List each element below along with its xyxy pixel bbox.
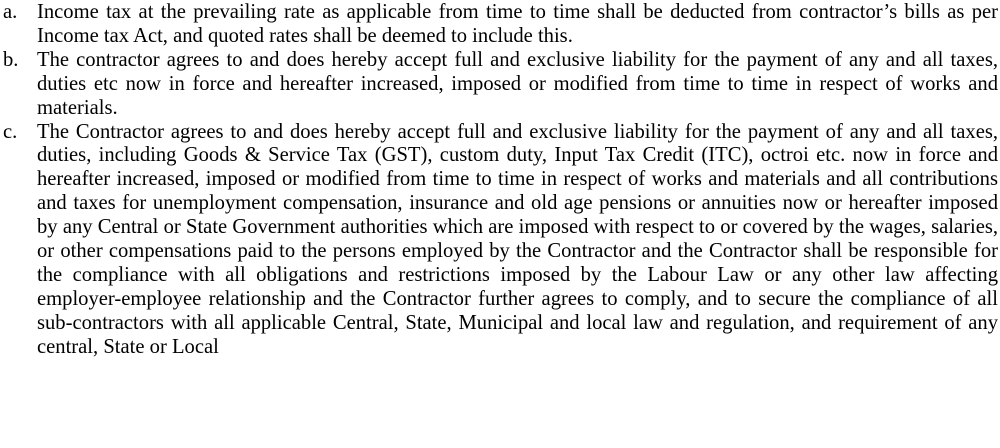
clause-a-text: Income tax at the prevailing rate as applicable from time to time shall be deducted from contractor’s bills as per Income tax Act, and quoted rates shall be deemed to include this. <box>37 1 998 47</box>
clause-b-marker: b. <box>3 48 19 71</box>
clause-c-marker: c. <box>3 120 18 143</box>
clause-c-text: The Contractor agrees to and does hereby accept full and exclusive liability for the payment of any and all taxes, duties, including Goods & Service Tax (GST), custom duty, Input Tax Credit (ITC), octroi etc. now in force and hereafter increased, imposed or modified from time to time in respect of works and materials and all contributions and taxes for unemployment compensation, insurance and old age pensions or annuities now or hereafter imposed by any Central or State Government authorities which are imposed with respect to or covered by the wages, salaries, or other compensations paid to the persons employed by the Contractor and the Contractor shall be responsible for the compliance with all obligations and restrictions imposed by the Labour Law or any other law affecting employer-employee relationship and the Contractor further agrees to comply, and to secure the compliance of all sub-contractors with all applicable Central, State, Municipal and local law and regulation, and requirement of any central, State or Local <box>37 120 998 358</box>
clause-b-text: The contractor agrees to and does hereby accept full and exclusive liability for the payment of any and all taxes, duties etc now in force and hereafter increased, imposed or modified from time to time in respect of works and materials. <box>37 48 998 119</box>
clause-c <box>0 121 1000 360</box>
clause-a-marker: a. <box>3 1 18 23</box>
clause-b <box>0 49 1000 121</box>
document-body <box>0 1 1000 360</box>
clause-a <box>0 1 1000 49</box>
